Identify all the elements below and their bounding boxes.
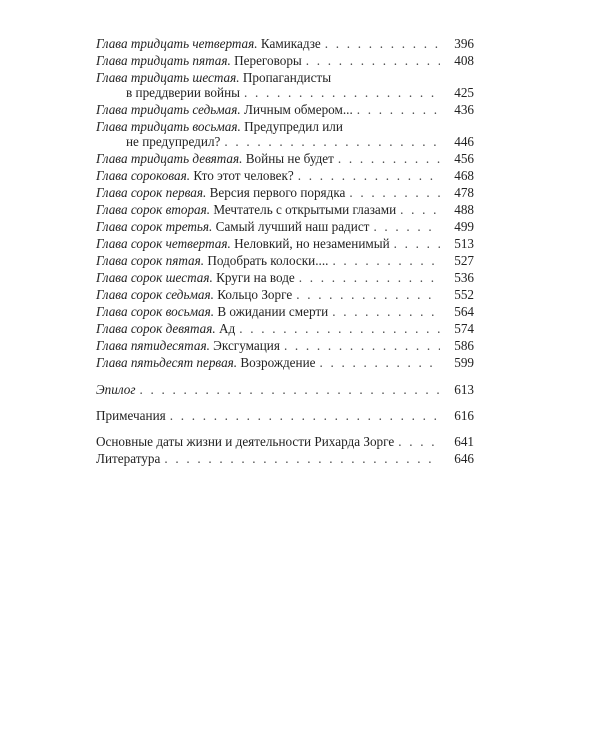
- dot-leader: [239, 321, 440, 336]
- table-of-contents: [96, 36, 474, 468]
- dot-leader: [338, 151, 440, 166]
- chapter-title: Личным обмером...: [244, 102, 353, 117]
- toc-entry: [96, 304, 474, 319]
- chapter-label: Глава сороковая.: [96, 168, 191, 183]
- toc-entry: [96, 119, 474, 149]
- chapter-title: Версия первого порядка: [209, 185, 346, 200]
- dot-leader: [325, 36, 440, 51]
- chapter-title-line1: Пропагандисты: [242, 70, 332, 85]
- literature-title: Литература: [96, 451, 161, 466]
- chapter-title: в преддверии войны: [126, 85, 240, 100]
- toc-entry: [96, 151, 474, 166]
- page-number: 641: [454, 434, 474, 449]
- toc-entry: [96, 36, 474, 51]
- chapter-title: Переговоры: [234, 53, 302, 68]
- chapter-title: Камикадзе: [260, 36, 321, 51]
- page-number: 527: [454, 253, 474, 268]
- page-number: 408: [454, 53, 474, 68]
- page-number: 536: [454, 270, 474, 285]
- chapter-label: Глава сорок первая.: [96, 185, 207, 200]
- chapter-title: Возрождение: [240, 355, 316, 370]
- page-number: 574: [454, 321, 474, 336]
- dot-leader: [332, 304, 440, 319]
- chapter-title-line1: Предупредил или: [244, 119, 343, 134]
- page-number: 564: [454, 304, 474, 319]
- chapter-title: Кто этот человек?: [193, 168, 294, 183]
- chapter-title: Круги на воде: [216, 270, 295, 285]
- page-number: 616: [454, 408, 474, 423]
- notes-title: Примечания: [96, 408, 166, 423]
- chapter-title: Эксгумация: [213, 338, 280, 353]
- page-number: 499: [454, 219, 474, 234]
- chapter-label: Глава сорок пятая.: [96, 253, 205, 268]
- dates-title: Основные даты жизни и деятельности Рихарда Зорге: [96, 434, 395, 449]
- dot-leader: [357, 102, 440, 117]
- dot-leader: [332, 253, 440, 268]
- dot-leader: [170, 408, 440, 423]
- page-number: 478: [454, 185, 474, 200]
- toc-entry: [96, 321, 474, 336]
- dot-leader: [298, 168, 440, 183]
- page-number: 436: [454, 102, 474, 117]
- dot-leader: [139, 382, 440, 397]
- page-number: 599: [454, 355, 474, 370]
- page-number: 446: [454, 134, 474, 149]
- chapter-label: Глава сорок четвертая.: [96, 236, 231, 251]
- chapter-title: не предупредил?: [126, 134, 221, 149]
- epilogue-label: Эпилог: [96, 382, 136, 397]
- toc-entry: [96, 70, 474, 100]
- toc-entry: [96, 338, 474, 353]
- dot-leader: [398, 434, 440, 449]
- dot-leader: [224, 134, 440, 149]
- chapter-label: Глава тридцать восьмая.: [96, 119, 241, 134]
- page-number: 488: [454, 202, 474, 217]
- dot-leader: [394, 236, 440, 251]
- dot-leader: [373, 219, 440, 234]
- page-number: 425: [454, 85, 474, 100]
- chapter-label: Глава тридцать девятая.: [96, 151, 243, 166]
- toc-entry-epilogue: [96, 382, 474, 397]
- chapter-label: Глава сорок шестая.: [96, 270, 213, 285]
- toc-entry-dates: [96, 434, 474, 449]
- chapter-label: Глава тридцать шестая.: [96, 70, 240, 85]
- dot-leader: [306, 53, 440, 68]
- chapter-label: Глава сорок восьмая.: [96, 304, 215, 319]
- chapter-label: Глава сорок третья.: [96, 219, 213, 234]
- toc-entry: [96, 102, 474, 117]
- chapter-title: Мечтатель с открытыми глазами: [213, 202, 397, 217]
- toc-entry: [96, 53, 474, 68]
- page-number: 396: [454, 36, 474, 51]
- dot-leader: [296, 287, 440, 302]
- chapter-title: В ожидании смерти: [217, 304, 329, 319]
- chapter-title: Неловкий, но незаменимый: [234, 236, 390, 251]
- dot-leader: [349, 185, 440, 200]
- dot-leader: [284, 338, 440, 353]
- page-number: 456: [454, 151, 474, 166]
- chapter-label: Глава пятьдесят первая.: [96, 355, 238, 370]
- page-number: 468: [454, 168, 474, 183]
- toc-entry: [96, 253, 474, 268]
- toc-entry: [96, 219, 474, 234]
- chapter-title: Подобрать колоски....: [207, 253, 329, 268]
- page-number: 613: [454, 382, 474, 397]
- chapter-label: Глава тридцать седьмая.: [96, 102, 241, 117]
- chapter-label: Глава сорок седьмая.: [96, 287, 214, 302]
- chapter-title: Войны не будет: [245, 151, 334, 166]
- dot-leader: [400, 202, 440, 217]
- toc-entry: [96, 168, 474, 183]
- toc-entry: [96, 287, 474, 302]
- toc-entry: [96, 270, 474, 285]
- chapter-label: Глава тридцать четвертая.: [96, 36, 258, 51]
- page-number: 513: [454, 236, 474, 251]
- toc-entry-notes: [96, 408, 474, 423]
- dot-leader: [244, 85, 440, 100]
- toc-entry-literature: [96, 451, 474, 466]
- dot-leader: [299, 270, 440, 285]
- chapter-label: Глава сорок вторая.: [96, 202, 211, 217]
- chapter-title: Кольцо Зорге: [217, 287, 293, 302]
- dot-leader: [164, 451, 440, 466]
- chapter-label: Глава тридцать пятая.: [96, 53, 231, 68]
- page-number: 646: [454, 451, 474, 466]
- chapter-label: Глава пятидесятая.: [96, 338, 210, 353]
- toc-entry: [96, 355, 474, 370]
- chapter-title: Самый лучший наш радист: [215, 219, 370, 234]
- chapter-title: Ад: [218, 321, 236, 336]
- toc-entry: [96, 185, 474, 200]
- toc-entry: [96, 202, 474, 217]
- toc-entry: [96, 236, 474, 251]
- page-number: 586: [454, 338, 474, 353]
- page-number: 552: [454, 287, 474, 302]
- dot-leader: [320, 355, 441, 370]
- chapter-label: Глава сорок девятая.: [96, 321, 216, 336]
